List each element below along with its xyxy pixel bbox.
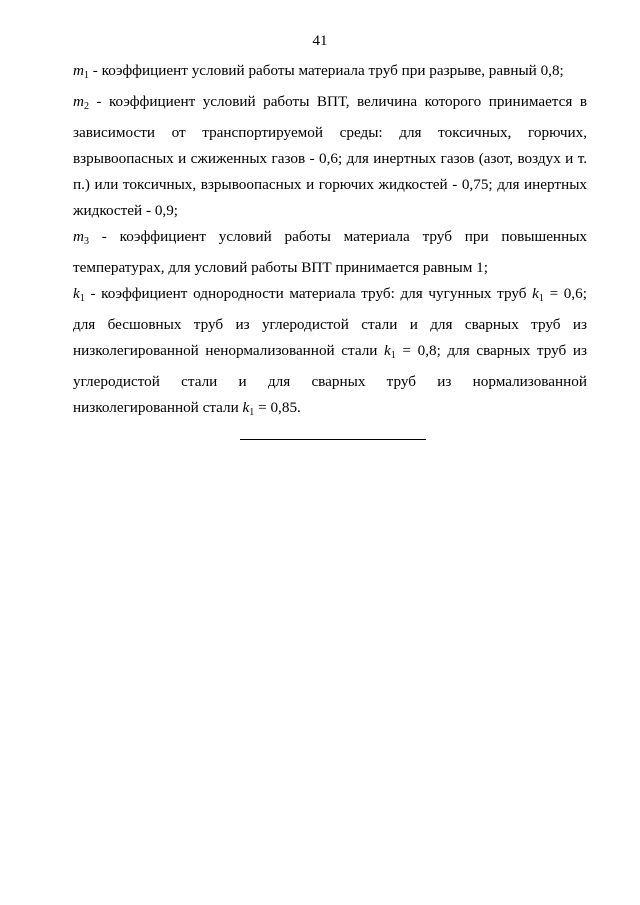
paragraph-text: - коэффициент однородности материала труб: для чугунных труб bbox=[84, 285, 533, 302]
variable-symbol: m bbox=[73, 93, 84, 110]
inline-variable-subscript: 1 bbox=[249, 407, 255, 418]
paragraph-text: - коэффициент условий работы материала труб при разрыве, равный 0,8; bbox=[88, 62, 564, 79]
paragraph-m3 bbox=[73, 224, 587, 281]
paragraph-text: - коэффициент условий работы ВПТ, величина которого принимается в зависимости от транспортируемой среды: для токсичных, горючих, взрывоопасных и сжиженных газов - 0,6; для инертных газов (азот, воздух и т. п.) или токсичных, взрывоопасных и горючих жидкостей - 0,75; для инертных жидкостей - 0,9; bbox=[73, 93, 587, 219]
variable-subscript: 1 bbox=[83, 70, 89, 81]
variable-subscript: 3 bbox=[83, 236, 89, 247]
document-body bbox=[73, 58, 587, 426]
variable-subscript: 2 bbox=[83, 101, 89, 112]
inline-variable-symbol: k bbox=[242, 399, 250, 416]
paragraph-k1 bbox=[73, 281, 587, 426]
paragraph-text: - коэффициент условий работы материала труб при повышенных температурах, для условий работы ВПТ принимается равным 1; bbox=[73, 228, 587, 276]
paragraph-m1 bbox=[73, 58, 587, 89]
inline-variable-symbol: k bbox=[532, 285, 539, 302]
variable-symbol: m bbox=[73, 62, 84, 79]
inline-variable-symbol: k bbox=[384, 342, 391, 359]
inline-variable-subscript: 1 bbox=[390, 350, 396, 361]
variable-symbol: m bbox=[73, 228, 84, 245]
inline-variable-subscript: 1 bbox=[538, 293, 544, 304]
paragraph-text: = 0,85. bbox=[254, 399, 301, 416]
paragraph-m2 bbox=[73, 89, 587, 224]
paragraph-text: = 0,6; для бесшовных труб из углеродистой стали и для сварных труб из низколегированной ненормализованной стали bbox=[73, 285, 587, 359]
paragraph-text: = 0,8; для сварных труб из углеродистой стали и для сварных труб из нормализованной низколегированной стали bbox=[73, 342, 588, 416]
variable-symbol: k bbox=[73, 285, 80, 302]
end-of-section-rule bbox=[240, 439, 426, 440]
variable-subscript: 1 bbox=[79, 293, 85, 304]
page-number: 41 bbox=[312, 33, 328, 49]
